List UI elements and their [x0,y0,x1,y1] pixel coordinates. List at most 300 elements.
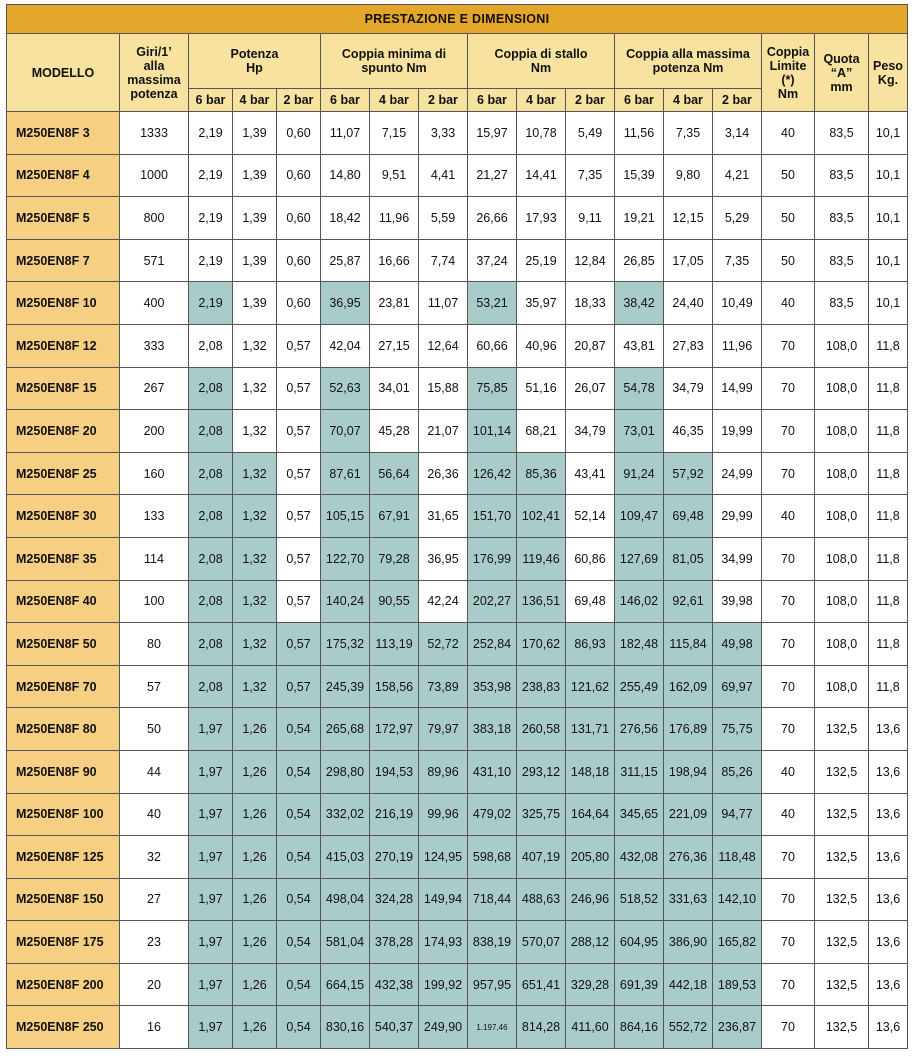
value-cell: 101,14 [468,410,517,453]
value-cell: 40,96 [517,324,566,367]
value-cell: 127,69 [615,537,664,580]
model-cell: M250EN8F 3 [7,112,120,155]
value-cell: 386,90 [664,921,713,964]
model-cell: M250EN8F 35 [7,537,120,580]
subheader-pressure: 4 bar [517,89,566,112]
value-cell: 0,60 [277,112,321,155]
value-cell: 40 [762,112,815,155]
value-cell: 0,60 [277,154,321,197]
header-rpm [120,34,189,112]
value-cell: 40 [762,282,815,325]
value-cell: 332,02 [321,793,370,836]
value-cell: 1,32 [233,410,277,453]
value-cell: 252,84 [468,623,517,666]
value-cell: 246,96 [566,878,615,921]
header-start-torque [321,34,468,89]
value-cell: 27 [120,878,189,921]
value-cell: 11,8 [869,665,908,708]
value-cell: 31,65 [419,495,468,538]
subheader-pressure: 6 bar [321,89,370,112]
value-cell: 34,99 [713,537,762,580]
value-cell: 331,63 [664,878,713,921]
value-cell: 216,19 [370,793,419,836]
value-cell: 108,0 [815,537,869,580]
value-cell: 691,39 [615,963,664,1006]
header-power-line: Hp [246,61,263,75]
table-row [7,495,908,538]
table-row [7,367,908,410]
value-cell: 23,81 [370,282,419,325]
value-cell: 102,41 [517,495,566,538]
value-cell: 108,0 [815,665,869,708]
model-cell: M250EN8F 100 [7,793,120,836]
value-cell: 9,51 [370,154,419,197]
value-cell: 442,18 [664,963,713,1006]
value-cell: 52,63 [321,367,370,410]
value-cell: 265,68 [321,708,370,751]
value-cell: 830,16 [321,1006,370,1049]
table-title: PRESTAZIONE E DIMENSIONI [7,5,908,34]
value-cell: 1,32 [233,495,277,538]
value-cell: 44 [120,750,189,793]
model-cell: M250EN8F 175 [7,921,120,964]
value-cell: 108,0 [815,367,869,410]
value-cell: 17,93 [517,197,566,240]
value-cell: 1,32 [233,537,277,580]
value-cell: 311,15 [615,750,664,793]
header-limit-torque-line: (*) [781,72,795,87]
value-cell: 13,6 [869,750,908,793]
value-cell: 70 [762,665,815,708]
value-cell: 4,41 [419,154,468,197]
value-cell: 20 [120,963,189,1006]
value-cell: 136,51 [517,580,566,623]
value-cell: 0,60 [277,282,321,325]
value-cell: 16 [120,1006,189,1049]
value-cell: 69,48 [664,495,713,538]
value-cell: 85,26 [713,750,762,793]
value-cell: 57,92 [664,452,713,495]
value-cell: 13,6 [869,878,908,921]
value-cell: 2,19 [189,112,233,155]
value-cell: 151,70 [468,495,517,538]
value-cell: 411,60 [566,1006,615,1049]
value-cell: 70 [762,537,815,580]
value-cell: 1,39 [233,112,277,155]
model-cell: M250EN8F 15 [7,367,120,410]
header-quota-line: “A” [830,65,853,80]
value-cell: 333 [120,324,189,367]
value-cell: 175,32 [321,623,370,666]
value-cell: 1,32 [233,580,277,623]
value-cell: 11,07 [419,282,468,325]
value-cell: 1000 [120,154,189,197]
value-cell: 83,5 [815,154,869,197]
value-cell: 7,15 [370,112,419,155]
value-cell: 353,98 [468,665,517,708]
value-cell: 79,97 [419,708,468,751]
value-cell: 0,57 [277,324,321,367]
value-cell: 10,49 [713,282,762,325]
value-cell: 40 [762,495,815,538]
value-cell: 432,08 [615,836,664,879]
value-cell: 1,26 [233,878,277,921]
value-cell: 7,74 [419,239,468,282]
value-cell: 13,6 [869,793,908,836]
value-cell: 79,28 [370,537,419,580]
value-cell: 108,0 [815,580,869,623]
value-cell: 11,96 [370,197,419,240]
header-limit-torque-line: Nm [777,86,799,101]
value-cell: 400 [120,282,189,325]
value-cell: 7,35 [713,239,762,282]
value-cell: 60,66 [468,324,517,367]
value-cell: 238,83 [517,665,566,708]
table-row [7,112,908,155]
value-cell: 70 [762,452,815,495]
value-cell: 604,95 [615,921,664,964]
value-cell: 18,42 [321,197,370,240]
value-cell: 132,5 [815,1006,869,1049]
value-cell: 0,57 [277,452,321,495]
value-cell: 132,5 [815,708,869,751]
value-cell: 132,5 [815,963,869,1006]
subheader-pressure: 6 bar [615,89,664,112]
value-cell: 10,1 [869,197,908,240]
value-cell: 325,75 [517,793,566,836]
value-cell: 21,07 [419,410,468,453]
value-cell: 89,96 [419,750,468,793]
subheader-pressure: 2 bar [277,89,321,112]
value-cell: 16,66 [370,239,419,282]
table-body [7,112,908,1049]
value-cell: 182,48 [615,623,664,666]
value-cell: 2,19 [189,154,233,197]
model-cell: M250EN8F 70 [7,665,120,708]
table-row [7,836,908,879]
value-cell: 1,32 [233,367,277,410]
value-cell: 108,0 [815,452,869,495]
value-cell: 42,04 [321,324,370,367]
value-cell: 14,41 [517,154,566,197]
model-cell: M250EN8F 250 [7,1006,120,1049]
value-cell: 324,28 [370,878,419,921]
value-cell: 164,64 [566,793,615,836]
header-max-power-torque-line: Coppia alla massima [626,47,750,61]
value-cell: 13,6 [869,1006,908,1049]
value-cell: 132,5 [815,793,869,836]
value-cell: 162,09 [664,665,713,708]
value-cell: 50 [762,154,815,197]
value-cell: 0,54 [277,921,321,964]
value-cell: 14,99 [713,367,762,410]
value-cell: 73,01 [615,410,664,453]
value-cell: 11,56 [615,112,664,155]
value-cell: 0,54 [277,963,321,1006]
value-cell: 75,85 [468,367,517,410]
value-cell: 132,5 [815,750,869,793]
value-cell: 11,8 [869,452,908,495]
model-cell: M250EN8F 5 [7,197,120,240]
model-cell: M250EN8F 30 [7,495,120,538]
value-cell: 11,8 [869,580,908,623]
value-cell: 0,60 [277,197,321,240]
value-cell: 0,60 [277,239,321,282]
header-rpm-line: alla [143,58,165,73]
value-cell: 12,15 [664,197,713,240]
value-cell: 581,04 [321,921,370,964]
value-cell: 15,88 [419,367,468,410]
model-cell: M250EN8F 10 [7,282,120,325]
header-weight-line: Peso [873,58,903,73]
table-row [7,623,908,666]
value-cell: 11,8 [869,367,908,410]
value-cell: 36,95 [321,282,370,325]
value-cell: 5,49 [566,112,615,155]
value-cell: 118,48 [713,836,762,879]
value-cell: 0,54 [277,708,321,751]
table-row [7,452,908,495]
value-cell: 24,99 [713,452,762,495]
value-cell: 0,54 [277,878,321,921]
value-cell: 1,26 [233,836,277,879]
subheader-pressure: 6 bar [189,89,233,112]
value-cell: 26,36 [419,452,468,495]
value-cell: 131,71 [566,708,615,751]
value-cell: 1,26 [233,963,277,1006]
value-cell: 25,19 [517,239,566,282]
header-quota [815,34,869,112]
value-cell: 11,8 [869,495,908,538]
model-cell: M250EN8F 40 [7,580,120,623]
value-cell: 1,97 [189,963,233,1006]
value-cell: 114 [120,537,189,580]
value-cell: 1,26 [233,793,277,836]
value-cell: 53,21 [468,282,517,325]
value-cell: 15,39 [615,154,664,197]
value-cell: 0,54 [277,1006,321,1049]
value-cell: 42,24 [419,580,468,623]
value-cell: 50 [762,239,815,282]
value-cell: 57 [120,665,189,708]
value-cell: 0,57 [277,410,321,453]
value-cell: 267 [120,367,189,410]
value-cell: 1,39 [233,282,277,325]
value-cell: 1,32 [233,324,277,367]
value-cell: 957,95 [468,963,517,1006]
value-cell: 407,19 [517,836,566,879]
value-cell: 148,18 [566,750,615,793]
value-cell: 140,24 [321,580,370,623]
subheader-pressure: 2 bar [713,89,762,112]
value-cell: 69,97 [713,665,762,708]
value-cell: 39,98 [713,580,762,623]
header-quota-line: mm [830,79,853,94]
subheader-pressure: 6 bar [468,89,517,112]
value-cell: 27,83 [664,324,713,367]
value-cell: 1,97 [189,878,233,921]
value-cell: 132,5 [815,836,869,879]
value-cell: 121,62 [566,665,615,708]
header-max-power-torque-line: potenza Nm [652,61,724,75]
subheader-pressure: 2 bar [419,89,468,112]
value-cell: 200 [120,410,189,453]
model-cell: M250EN8F 7 [7,239,120,282]
value-cell: 202,27 [468,580,517,623]
value-cell: 34,79 [664,367,713,410]
value-cell: 10,1 [869,282,908,325]
value-cell: 189,53 [713,963,762,1006]
value-cell: 13,6 [869,708,908,751]
value-cell: 176,99 [468,537,517,580]
value-cell: 19,99 [713,410,762,453]
value-cell: 50 [120,708,189,751]
table-row [7,665,908,708]
value-cell: 276,56 [615,708,664,751]
value-cell: 12,64 [419,324,468,367]
value-cell: 38,42 [615,282,664,325]
value-cell: 26,07 [566,367,615,410]
value-cell: 9,80 [664,154,713,197]
value-cell: 70 [762,836,815,879]
value-cell: 132,5 [815,878,869,921]
value-cell: 864,16 [615,1006,664,1049]
value-cell: 70 [762,963,815,1006]
value-cell: 43,81 [615,324,664,367]
value-cell: 109,47 [615,495,664,538]
value-cell: 1,97 [189,1006,233,1049]
value-cell: 7,35 [664,112,713,155]
value-cell: 132,5 [815,921,869,964]
value-cell: 1,26 [233,750,277,793]
value-cell: 1,26 [233,921,277,964]
value-cell: 431,10 [468,750,517,793]
header-power [189,34,321,89]
value-cell: 329,28 [566,963,615,1006]
header-limit-torque-line: Coppia [766,44,810,59]
table-row [7,963,908,1006]
value-cell: 36,95 [419,537,468,580]
table-row [7,410,908,453]
value-cell: 90,55 [370,580,419,623]
value-cell: 70 [762,878,815,921]
value-cell: 19,21 [615,197,664,240]
value-cell: 838,19 [468,921,517,964]
value-cell: 1.197,46 [468,1006,517,1049]
header-rpm-line: Giri/1’ [136,44,172,59]
value-cell: 0,57 [277,665,321,708]
value-cell: 5,29 [713,197,762,240]
header-start-torque-line: Coppia minima di [341,47,447,61]
value-cell: 27,15 [370,324,419,367]
subheader-pressure: 4 bar [664,89,713,112]
value-cell: 60,86 [566,537,615,580]
model-cell: M250EN8F 4 [7,154,120,197]
value-cell: 108,0 [815,495,869,538]
value-cell: 15,97 [468,112,517,155]
value-cell: 100 [120,580,189,623]
header-quota-line: Quota [823,51,860,66]
value-cell: 69,48 [566,580,615,623]
table-row [7,921,908,964]
value-cell: 13,6 [869,836,908,879]
value-cell: 142,10 [713,878,762,921]
value-cell: 70 [762,623,815,666]
value-cell: 70 [762,1006,815,1049]
value-cell: 52,72 [419,623,468,666]
value-cell: 126,42 [468,452,517,495]
value-cell: 270,19 [370,836,419,879]
header-limit-torque-line: Limite [769,58,807,73]
value-cell: 94,77 [713,793,762,836]
value-cell: 56,64 [370,452,419,495]
value-cell: 205,80 [566,836,615,879]
value-cell: 571 [120,239,189,282]
value-cell: 70 [762,580,815,623]
value-cell: 0,54 [277,793,321,836]
value-cell: 3,14 [713,112,762,155]
table-row [7,793,908,836]
table-row [7,197,908,240]
value-cell: 345,65 [615,793,664,836]
model-cell: M250EN8F 125 [7,836,120,879]
value-cell: 51,16 [517,367,566,410]
model-cell: M250EN8F 20 [7,410,120,453]
value-cell: 40 [120,793,189,836]
model-cell: M250EN8F 80 [7,708,120,751]
value-cell: 29,99 [713,495,762,538]
value-cell: 172,97 [370,708,419,751]
value-cell: 12,84 [566,239,615,282]
value-cell: 1,39 [233,154,277,197]
value-cell: 24,40 [664,282,713,325]
value-cell: 479,02 [468,793,517,836]
value-cell: 1,26 [233,708,277,751]
value-cell: 81,05 [664,537,713,580]
value-cell: 598,68 [468,836,517,879]
value-cell: 2,08 [189,495,233,538]
value-cell: 68,21 [517,410,566,453]
value-cell: 288,12 [566,921,615,964]
value-cell: 552,72 [664,1006,713,1049]
value-cell: 26,85 [615,239,664,282]
value-cell: 119,46 [517,537,566,580]
value-cell: 70 [762,708,815,751]
value-cell: 34,79 [566,410,615,453]
value-cell: 149,94 [419,878,468,921]
value-cell: 378,28 [370,921,419,964]
header-weight-line: Kg. [877,72,899,87]
table-row [7,324,908,367]
value-cell: 115,84 [664,623,713,666]
value-cell: 43,41 [566,452,615,495]
value-cell: 249,90 [419,1006,468,1049]
value-cell: 245,39 [321,665,370,708]
value-cell: 32 [120,836,189,879]
value-cell: 40 [762,793,815,836]
value-cell: 1,97 [189,836,233,879]
value-cell: 570,07 [517,921,566,964]
value-cell: 1,97 [189,793,233,836]
value-cell: 7,35 [566,154,615,197]
value-cell: 260,58 [517,708,566,751]
value-cell: 9,11 [566,197,615,240]
value-cell: 1,32 [233,665,277,708]
value-cell: 50 [762,197,815,240]
value-cell: 0,57 [277,623,321,666]
header-stall-torque-line: Nm [530,61,552,75]
value-cell: 99,96 [419,793,468,836]
